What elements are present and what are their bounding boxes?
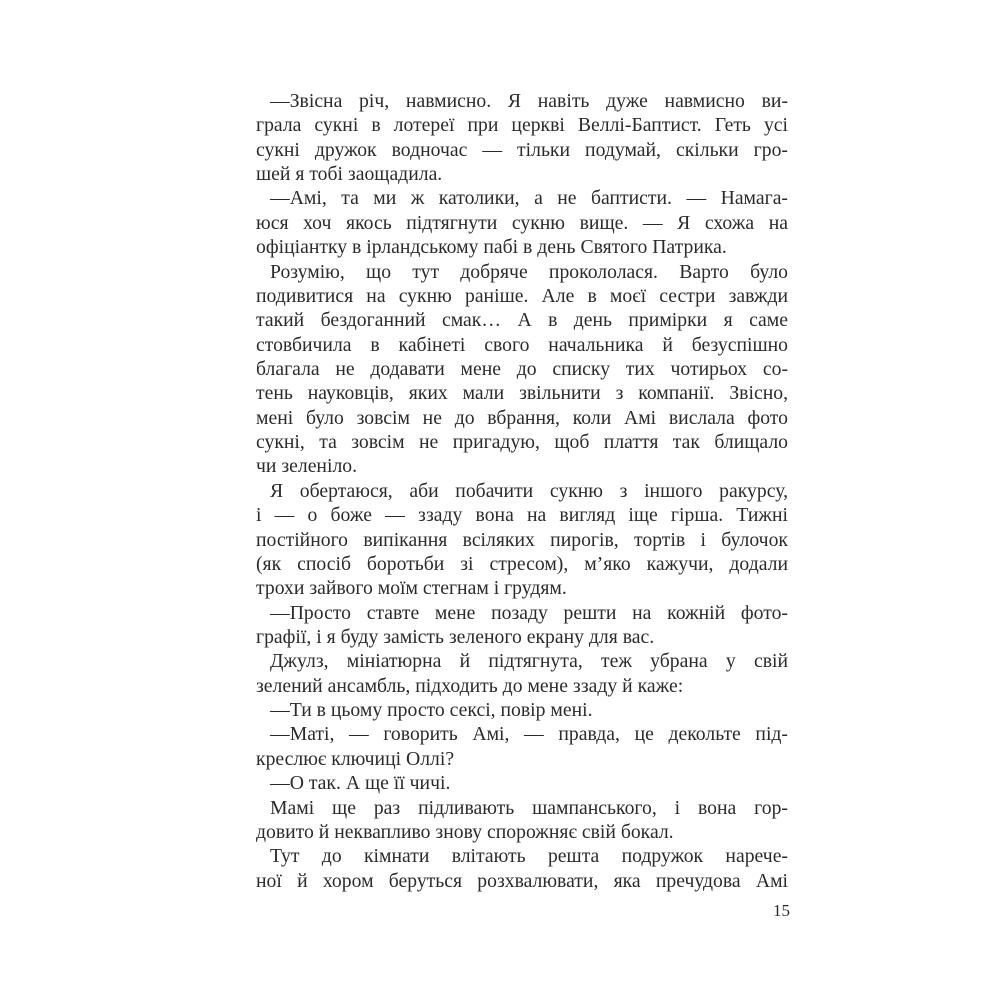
text-line: офіціантку в ірландському пабі в день Святого Патрика.	[256, 236, 727, 259]
text-line: благала не додавати мене до списку тих чотирьох со-	[256, 358, 788, 380]
text-line: —Амі, та ми ж католики, а не баптисти. — Намага-	[270, 187, 788, 210]
text-line: —Звісна річ, навмисно. Я навіть дуже навмисно ви-	[270, 90, 788, 112]
text-line: постійного випікання всіляких пирогів, тортів і булочок	[256, 528, 788, 551]
text-line: —Просто ставте мене позаду решти на кожній фото-	[270, 601, 788, 624]
text-line: чи зеленіло.	[256, 455, 358, 478]
text-line: —Ти в цьому просто сексі, повір мені.	[270, 699, 593, 722]
text-line: і — о боже — ззаду вона на вигляд іще гірша. Тижні	[256, 504, 788, 527]
text-line: зелений ансамбль, підходить до мене ззаду й каже:	[256, 674, 684, 697]
text-line: графії, і я буду замість зеленого екрану для вас.	[256, 626, 655, 648]
text-line: Джулз, мініатюрна й підтягнута, теж убрана у свій	[270, 650, 788, 673]
text-line: Розумію, що тут добряче прокололася. Варто було	[270, 260, 788, 283]
text-line: Я обертаюся, аби побачити сукню з іншого ракурсу,	[270, 479, 788, 502]
text-line: мені було зовсім не до вбрання, коли Амі вислала фото	[256, 406, 788, 429]
text-line: шей я тобі заощадила.	[256, 163, 443, 186]
text-line: стовбичила в кабінеті свого начальника й безуспішно	[256, 333, 788, 356]
page-number: 15	[773, 901, 790, 920]
text-line: сукні, та зовсім не пригадую, щоб плаття так блищало	[256, 431, 788, 454]
text-line: (як спосіб боротьби зі стресом), м’яко кажучи, додали	[256, 552, 788, 575]
text-line: —Маті, — говорить Амі, — правда, це декольте під-	[270, 723, 788, 746]
text-line: креслює ключиці Оллі?	[256, 747, 455, 770]
text-line: подивитися на сукню раніше. Але в моєї сестри завжди	[256, 284, 788, 307]
text-line: такий бездоганний смак… А в день примірки я саме	[256, 309, 788, 332]
text-line: трохи зайвого моїм стегнам і грудям.	[256, 577, 567, 600]
text-line: ної й хором беруться розхвалювати, яка пречудова Амі	[256, 869, 788, 892]
text-line: грала сукні в лотереї при церкві Веллі-Баптист. Геть усі	[256, 114, 788, 137]
text-line: тень науковців, яких мали звільнити з компанії. Звісно,	[256, 382, 788, 405]
text-line: сукні дружок водночас — тільки подумай, скільки гро-	[256, 138, 788, 161]
text-line: довито й неквапливо знову спорожняє свій бокал.	[256, 820, 674, 843]
text-line: юся хоч якось підтягнути сукню вище. — Я схожа на	[256, 211, 788, 234]
text-line: Мамі ще раз підливають шампанського, і вона гор-	[270, 796, 788, 819]
text-line: —О так. А ще її чичі.	[270, 772, 451, 795]
text-line: Тут до кімнати влітають решта подружок нарече-	[270, 845, 788, 868]
